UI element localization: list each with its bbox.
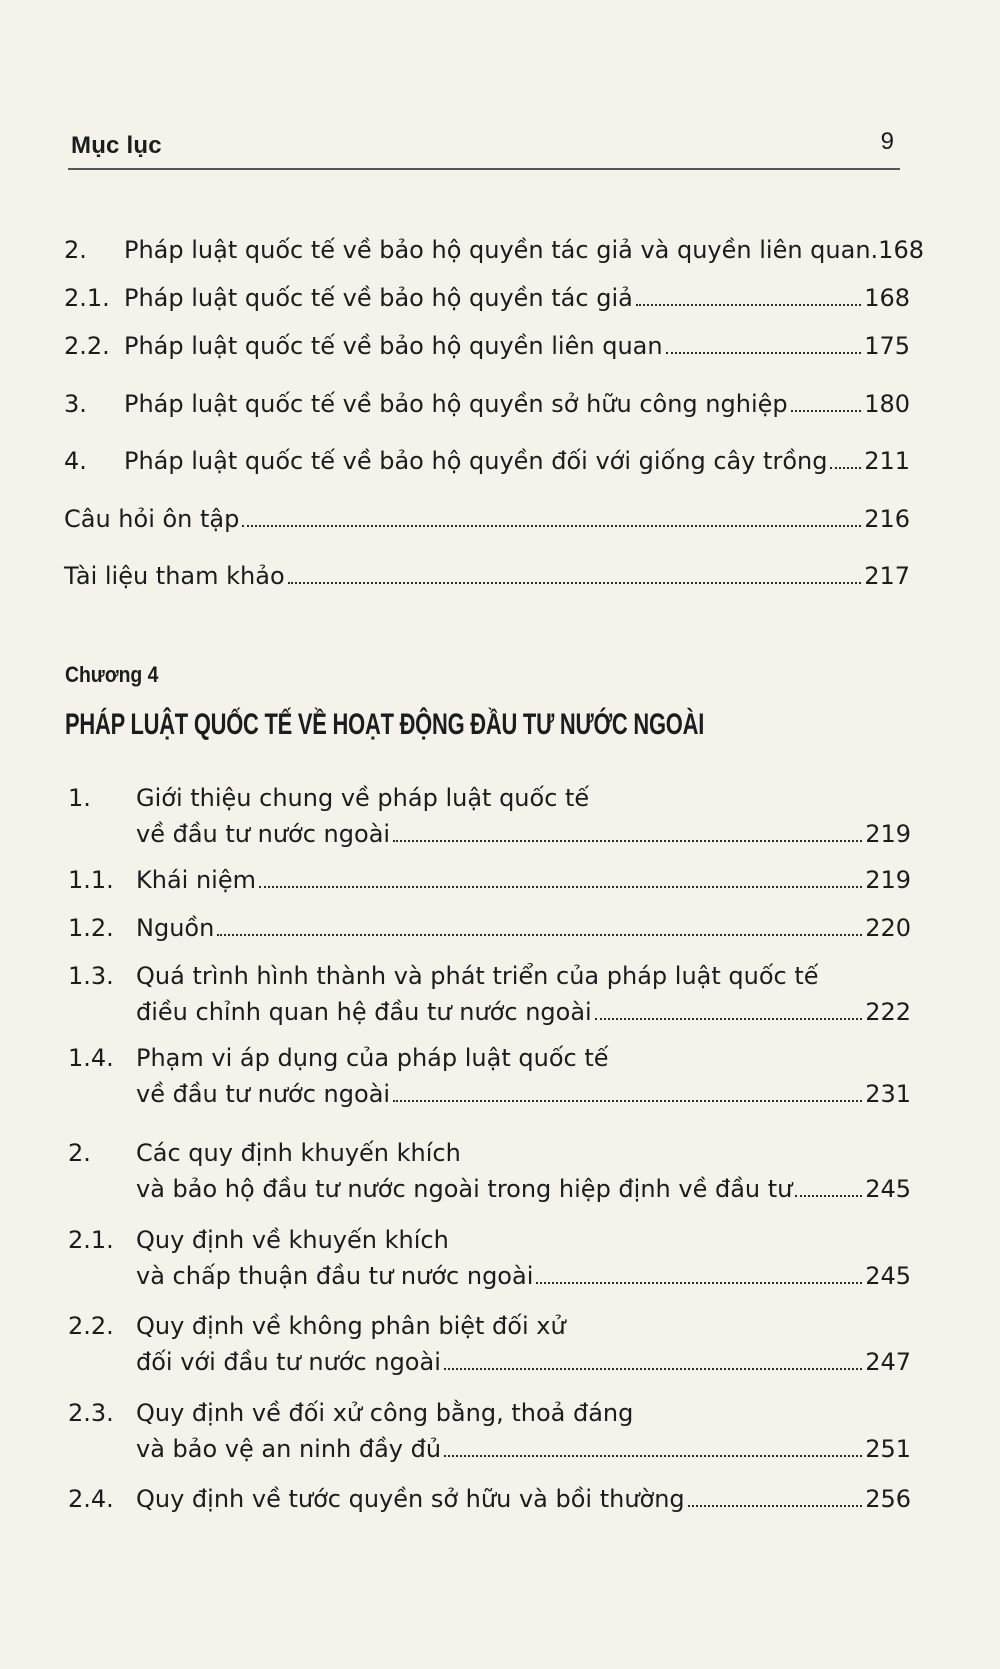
dot-leader xyxy=(217,934,862,936)
toc-entry-page: 175 xyxy=(864,332,910,360)
dot-leader xyxy=(444,1455,862,1457)
dot-leader xyxy=(393,1100,862,1102)
page-header xyxy=(68,128,900,170)
toc-entry-title: và chấp thuận đầu tư nước ngoài xyxy=(136,1262,534,1290)
toc-entry-title: Quy định về tước quyền sở hữu và bồi thường xyxy=(136,1485,685,1513)
toc-entry-number: 2.3. xyxy=(68,1399,114,1427)
toc-entry-title: đối với đầu tư nước ngoài xyxy=(136,1348,441,1376)
toc-entry-title-line1: Quy định về khuyến khích xyxy=(136,1226,449,1254)
toc-entry-title: Pháp luật quốc tế về bảo hộ quyền liên quan xyxy=(124,332,663,360)
dot-leader xyxy=(636,304,861,306)
toc-entry-page: 180 xyxy=(864,390,910,418)
toc-entry-title: về đầu tư nước ngoài xyxy=(136,820,391,848)
toc-entry-title-line1: Quy định về không phân biệt đối xử xyxy=(136,1312,566,1340)
page-number: 9 xyxy=(880,128,894,155)
toc-entry-title: Pháp luật quốc tế về bảo hộ quyền tác giả và quyền liên quan xyxy=(124,236,871,264)
toc-entry-page: 217 xyxy=(864,562,910,590)
toc-entry-title-line1: Giới thiệu chung về pháp luật quốc tế xyxy=(136,784,590,812)
toc-entry-page: 251 xyxy=(865,1435,911,1463)
toc-entry-number: 2. xyxy=(68,1139,91,1167)
toc-entry-page: .168 xyxy=(870,236,924,264)
toc-entry-page: 168 xyxy=(864,284,910,312)
toc-entry-number: 2.2. xyxy=(68,1312,114,1340)
dot-leader xyxy=(791,410,862,412)
toc-entry-title: Câu hỏi ôn tập xyxy=(64,505,240,533)
toc-entry-page: 256 xyxy=(865,1485,911,1513)
toc-entry-page: 220 xyxy=(865,914,911,942)
toc-entry-number: 2.2. xyxy=(64,332,110,360)
chapter-label: Chương 4 xyxy=(65,662,159,687)
toc-entry-number: 2.1. xyxy=(64,284,110,312)
dot-leader xyxy=(666,352,862,354)
toc-entry-title: và bảo hộ đầu tư nước ngoài trong hiệp định về đầu tư xyxy=(136,1175,793,1203)
toc-entry-number: 2.4. xyxy=(68,1485,114,1513)
toc-entry-page: 219 xyxy=(865,820,911,848)
toc-entry-number: 1. xyxy=(68,784,91,812)
toc-entry-title: và bảo vệ an ninh đầy đủ xyxy=(136,1435,442,1463)
dot-leader xyxy=(536,1282,862,1284)
toc-entry-title-line1: Phạm vi áp dụng của pháp luật quốc tế xyxy=(136,1044,609,1072)
toc-entry-number: 2.1. xyxy=(68,1226,114,1254)
toc-entry-title-line1: Quá trình hình thành và phát triển của pháp luật quốc tế xyxy=(136,962,819,990)
toc-entry-title: về đầu tư nước ngoài xyxy=(136,1080,391,1108)
dot-leader xyxy=(444,1368,862,1370)
toc-entry-number: 2. xyxy=(64,236,87,264)
toc-entry-page: 247 xyxy=(865,1348,911,1376)
running-title: Mục lục xyxy=(71,132,162,159)
toc-entry-title: điều chỉnh quan hệ đầu tư nước ngoài xyxy=(136,998,592,1026)
toc-entry-title: Pháp luật quốc tế về bảo hộ quyền đối với giống cây trồng xyxy=(124,447,828,475)
toc-entry-title: Khái niệm xyxy=(136,866,256,894)
toc-entry-title: Pháp luật quốc tế về bảo hộ quyền sở hữu công nghiệp xyxy=(124,390,788,418)
toc-entry-title-line1: Các quy định khuyến khích xyxy=(136,1139,461,1167)
toc-entry-title-line1: Quy định về đối xử công bằng, thoả đáng xyxy=(136,1399,634,1427)
toc-entry-page: 245 xyxy=(865,1262,911,1290)
toc-entry-page: 211 xyxy=(864,447,910,475)
dot-leader xyxy=(830,467,861,469)
toc-entry-page: 222 xyxy=(865,998,911,1026)
toc-entry-number: 1.3. xyxy=(68,962,114,990)
toc-entry-page: 216 xyxy=(864,505,910,533)
toc-entry-number: 1.2. xyxy=(68,914,114,942)
toc-entry-number: 4. xyxy=(64,447,87,475)
toc-entry-number: 1.1. xyxy=(68,866,114,894)
toc-entry-title: Nguồn xyxy=(136,914,215,942)
dot-leader xyxy=(795,1195,862,1197)
dot-leader xyxy=(288,582,862,584)
dot-leader xyxy=(595,1018,862,1020)
toc-entry-title: Tài liệu tham khảo xyxy=(64,562,285,590)
toc-entry-page: 219 xyxy=(865,866,911,894)
dot-leader xyxy=(393,840,862,842)
dot-leader xyxy=(688,1505,863,1507)
toc-entry-number: 1.4. xyxy=(68,1044,114,1072)
toc-entry-title: Pháp luật quốc tế về bảo hộ quyền tác giả xyxy=(124,284,633,312)
dot-leader xyxy=(242,525,861,527)
toc-entry-number: 3. xyxy=(64,390,87,418)
toc-entry-page: 231 xyxy=(865,1080,911,1108)
toc-entry-page: 245 xyxy=(865,1175,911,1203)
dot-leader xyxy=(259,886,862,888)
chapter-title: PHÁP LUẬT QUỐC TẾ VỀ HOẠT ĐỘNG ĐẦU TƯ NƯỚC NGOÀI xyxy=(65,708,705,741)
